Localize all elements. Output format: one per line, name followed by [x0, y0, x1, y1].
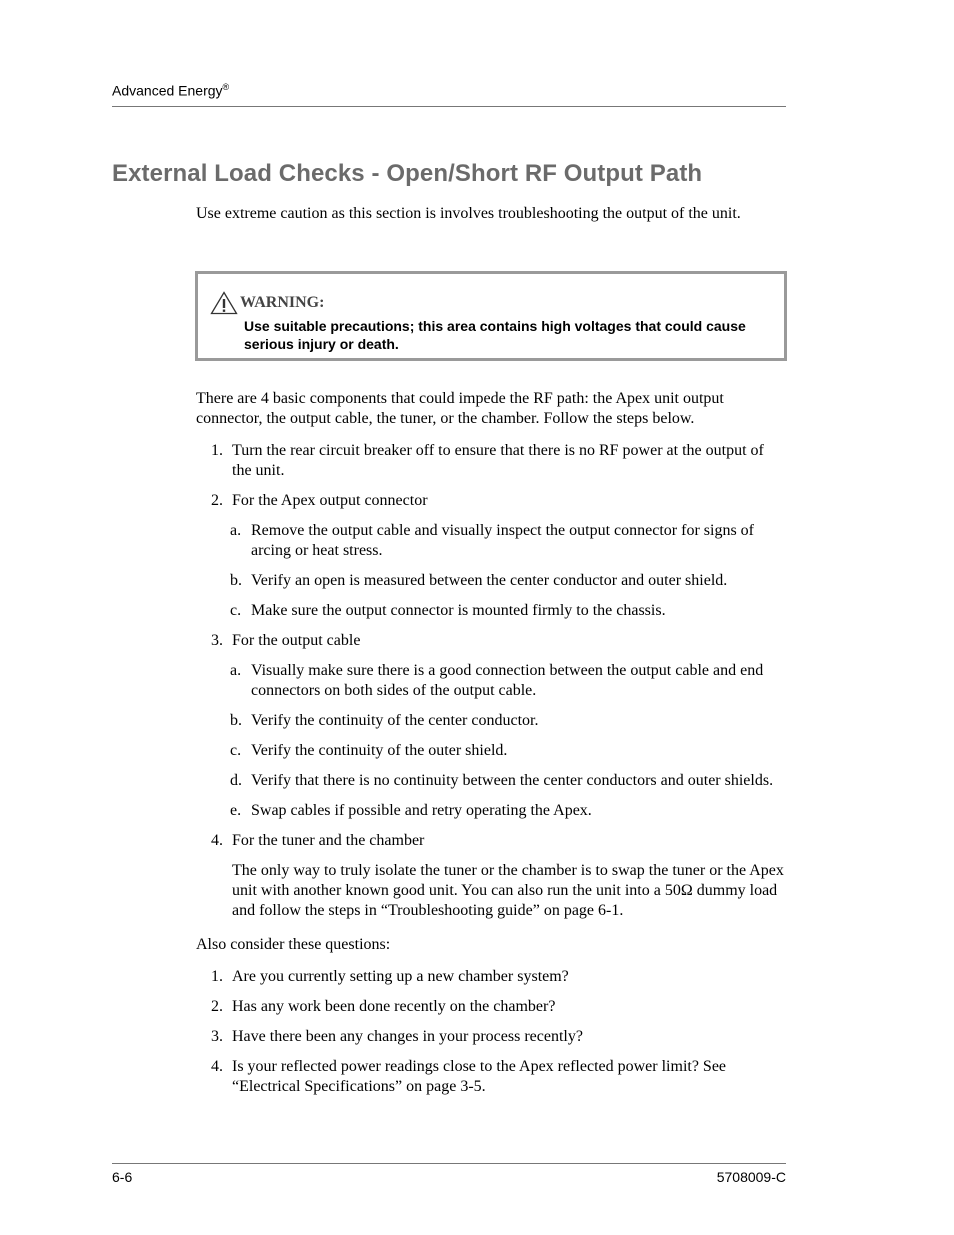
question-number: 4. — [211, 1058, 223, 1075]
substep-letter: b. — [230, 572, 242, 589]
question-item — [196, 967, 786, 987]
substep-text: Verify the continuity of the center conductor. — [251, 712, 539, 729]
substep-text: Make sure the output connector is mounted firmly to the chassis. — [251, 602, 666, 619]
substep-letter: d. — [230, 772, 242, 789]
step-item — [196, 441, 786, 481]
substep-letter: a. — [230, 522, 242, 539]
step-text: For the output cable — [232, 632, 361, 649]
question-text: Have there been any changes in your process recently? — [232, 1028, 583, 1045]
step-note: The only way to truly isolate the tuner or the chamber is to swap the tuner or the Apex unit with another known good unit. You can also run the unit into a 50Ω dummy load and follow the steps in “Troubleshooting guide” on page 6-1. — [232, 862, 784, 919]
question-item — [196, 997, 786, 1017]
substep-letter: b. — [230, 712, 242, 729]
substep-item — [196, 661, 786, 701]
question-number: 1. — [211, 968, 223, 985]
step-number: 3. — [211, 632, 223, 649]
substep-text: Remove the output cable and visually inspect the output connector for signs of arcing or heat stress. — [251, 522, 754, 559]
substep-item — [196, 601, 786, 621]
substep-text: Verify an open is measured between the center conductor and outer shield. — [251, 572, 728, 589]
step-number: 4. — [211, 832, 223, 849]
section-title: External Load Checks - Open/Short RF Output Path — [112, 160, 703, 187]
step-item — [196, 491, 786, 511]
question-text: Has any work been done recently on the chamber? — [232, 998, 556, 1015]
substep-item — [196, 771, 786, 791]
step-text: For the Apex output connector — [232, 492, 428, 509]
substep-text: Verify that there is no continuity between the center conductors and outer shields. — [251, 772, 774, 789]
question-text: Are you currently setting up a new chamber system? — [232, 968, 569, 985]
question-number: 2. — [211, 998, 223, 1015]
page-number: 6-6 — [112, 1169, 133, 1185]
footer-rule — [112, 1163, 786, 1164]
intro-paragraph: Use extreme caution as this section is involves troubleshooting the output of the unit. — [196, 205, 741, 222]
step-number: 1. — [211, 442, 223, 459]
step-item — [196, 831, 786, 851]
warning-triangle-icon — [210, 291, 238, 315]
question-item — [196, 1027, 786, 1047]
components-paragraph: There are 4 basic components that could impede the RF path: the Apex unit output connector, the output cable, the tuner, or the chamber. Follow the steps below. — [196, 390, 724, 427]
substep-letter: e. — [230, 802, 242, 819]
substep-item — [196, 711, 786, 731]
company-name: Advanced Energy — [112, 82, 223, 99]
substep-item — [196, 801, 786, 821]
also-consider-label: Also consider these questions: — [196, 936, 391, 953]
substep-text: Visually make sure there is a good connection between the output cable and end connectors on both sides of the output cable. — [251, 662, 764, 699]
substep-letter: c. — [230, 742, 242, 759]
warning-text: Use suitable precautions; this area contains high voltages that could cause serious injury or death. — [244, 318, 746, 352]
question-item — [196, 1057, 786, 1097]
warning-heading — [210, 291, 324, 315]
step-text: For the tuner and the chamber — [232, 832, 425, 849]
substep-letter: c. — [230, 602, 242, 619]
step-text: Turn the rear circuit breaker off to ensure that there is no RF power at the output of the unit. — [232, 442, 764, 479]
substep-text: Verify the continuity of the outer shield. — [251, 742, 508, 759]
question-text: Is your reflected power readings close to the Apex reflected power limit? See “Electrical Specifications” on page 3-5. — [232, 1058, 727, 1095]
main-body — [196, 389, 786, 1107]
substep-item — [196, 521, 786, 561]
substep-item — [196, 571, 786, 591]
document-number: 5708009-C — [716, 1169, 786, 1185]
step-number: 2. — [211, 492, 223, 509]
header-rule — [112, 106, 786, 107]
substep-item — [196, 741, 786, 761]
question-number: 3. — [211, 1028, 223, 1045]
substep-text: Swap cables if possible and retry operating the Apex. — [251, 802, 592, 819]
warning-box — [195, 271, 787, 361]
substep-letter: a. — [230, 662, 242, 679]
running-header — [112, 82, 229, 99]
registered-mark: ® — [222, 82, 230, 92]
step-item — [196, 631, 786, 651]
warning-label: WARNING: — [240, 294, 325, 311]
